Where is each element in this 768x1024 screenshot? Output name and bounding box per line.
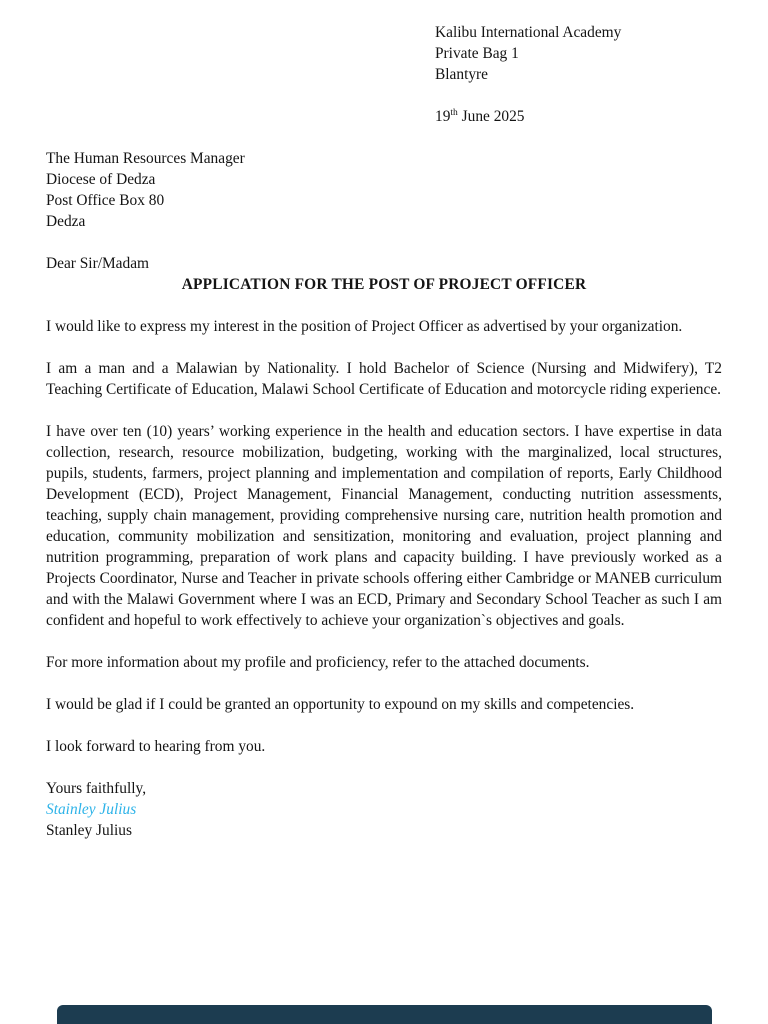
recipient-address-line: Dedza	[46, 213, 86, 230]
salutation: Dear Sir/Madam	[46, 255, 150, 272]
sender-address	[435, 22, 722, 85]
recipient-address-line: The Human Resources Manager	[46, 150, 245, 167]
letter-date	[435, 106, 722, 127]
body-paragraph: I have over ten (10) years’ working experience in the health and education sectors. I have expertise in data collection, research, resource mobilization, budgeting, working with the marginalized, local structures, pupils, students, farmers, project planning and implementation and compilation of reports, Early Childhood Development (ECD), Project Management, Financial Management, conducting nutrition assessments, teaching, supply chain management, providing comprehensive nursing care, nutrition health promotion and education, community mobilization and sensitization, monitoring and evaluation, project planning and nutrition programming, preparation of work plans and capacity building. I have previously worked as a Projects Coordinator, Nurse and Teacher in private schools offering either Cambridge or MANEB curriculum and with the Malawi Government where I was an ECD, Primary and Secondary School Teacher as such I am confident and hopeful to work effectively to achieve your organization`s objectives and goals.	[46, 423, 722, 629]
date-rest: June 2025	[457, 108, 525, 125]
subject-line: APPLICATION FOR THE POST OF PROJECT OFFICER	[181, 276, 587, 293]
body-paragraph: For more information about my profile and proficiency, refer to the attached documents.	[46, 654, 590, 671]
closing-block	[46, 778, 722, 841]
sender-address-line: Blantyre	[435, 66, 488, 83]
date-day: 19	[435, 108, 451, 125]
body-paragraph: I would be glad if I could be granted an opportunity to expound on my skills and competencies.	[46, 696, 635, 713]
date-ordinal: th	[450, 107, 458, 118]
closing-phrase: Yours faithfully,	[46, 780, 147, 797]
recipient-address-line: Post Office Box 80	[46, 192, 165, 209]
body-paragraph: I look forward to hearing from you.	[46, 738, 266, 755]
signature-script: Stainley Julius	[46, 801, 137, 818]
body-paragraph: I am a man and a Malawian by Nationality. I hold Bachelor of Science (Nursing and Midwifery), T2 Teaching Certificate of Education, Malawi School Certificate of Education and motorcycle riding experience.	[46, 360, 722, 398]
signature-typed-name: Stanley Julius	[46, 822, 132, 839]
recipient-address	[46, 148, 722, 232]
sender-address-line: Kalibu International Academy	[435, 24, 622, 41]
recipient-address-line: Diocese of Dedza	[46, 171, 156, 188]
sender-address-line: Private Bag 1	[435, 45, 519, 62]
next-page-edge-bar	[57, 1005, 712, 1024]
body-paragraph: I would like to express my interest in the position of Project Officer as advertised by your organization.	[46, 318, 683, 335]
